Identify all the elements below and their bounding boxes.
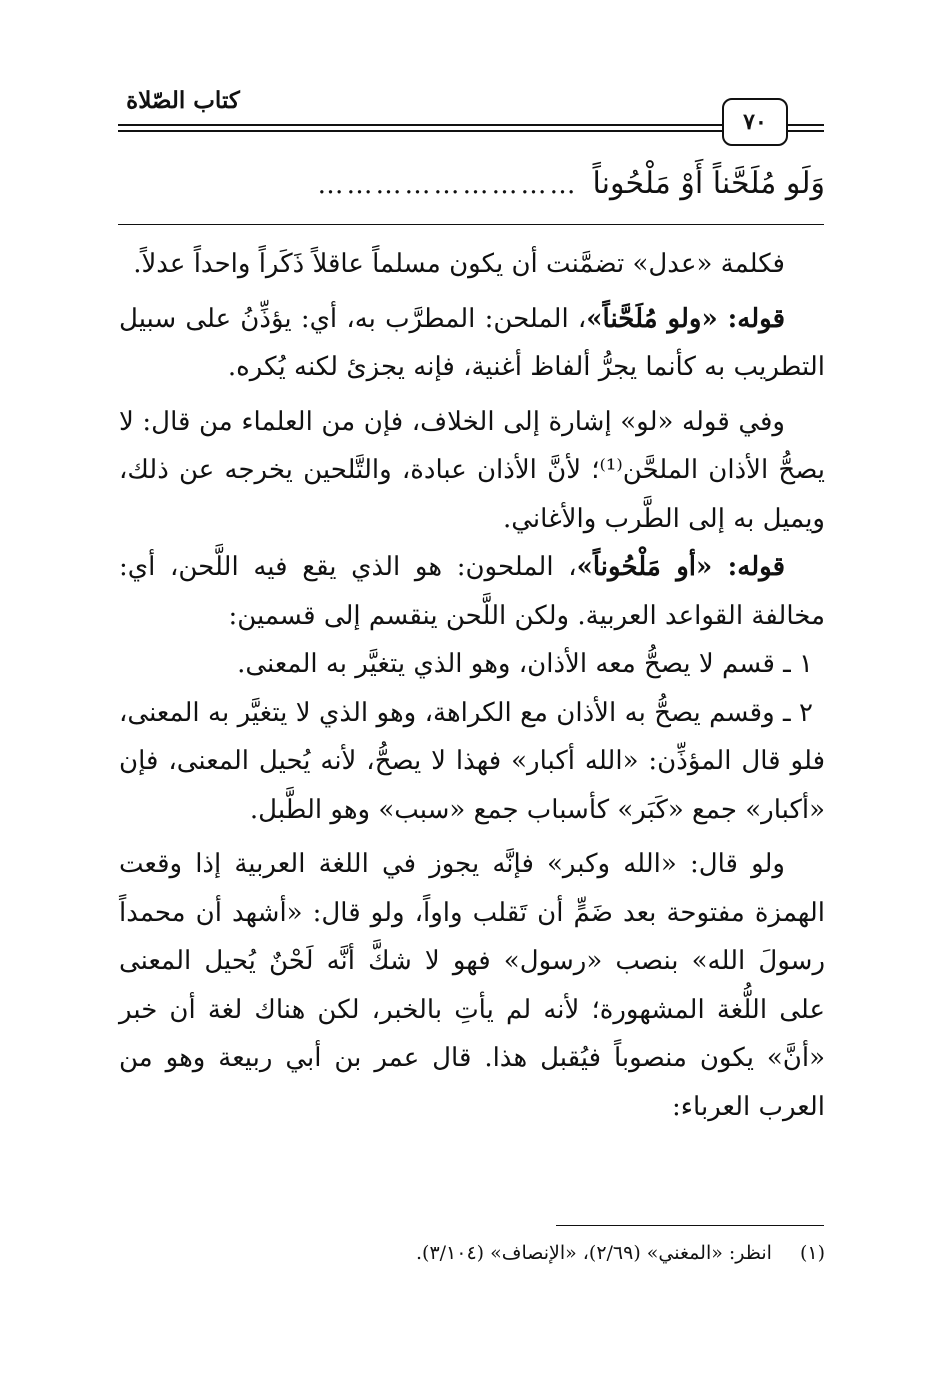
running-header-title: كتاب الصّلاة: [112, 86, 254, 116]
paragraph-3: وفي قوله «لو» إشارة إلى الخلاف، فإن من العلماء من قال: لا يصحُّ الأذان الملحَّن⁽¹⁾؛ لأنَّ الأذان عبادة، والتَّلحين يخرجه عن ذلك، ويميل به إلى الطَّرب والأغاني.: [119, 406, 825, 534]
paragraph-1: فكلمة «عدل» تضمَّنت أن يكون مسلماً عاقلاً ذَكَراً واحداً عدلاً.: [133, 249, 785, 279]
footnote-separator-rule: [556, 1225, 824, 1226]
list-item-2: ٢ ـ وقسم يصحُّ به الأذان مع الكراهة، وهو الذي لا يتغيَّر به المعنى، فلو قال المؤذِّن: «الله أكبار» فهذا لا يصحُّ، لأنه يُحيل المعنى، فإن «أكبار» جمع «كَبَر» كأسباب جمع «سبب» وهو الطَّبل.: [119, 697, 825, 825]
paragraph-2-text: ، الملحن: المطرَّب به، أي: يؤذِّنُ على سبيل التطريب به كأنما يجرُّ ألفاظ أغنية، فإنه يجزئ لكنه يُكره.: [119, 303, 825, 382]
paragraph-2: [119, 295, 825, 392]
commentary-body: [119, 240, 825, 1131]
paragraph-5: ولو قال: «الله وكبر» فإنَّه يجوز في اللغة العربية إذا وقعت الهمزة مفتوحة بعد ضَمٍّ أن تَقلب واواً، ولو قال: «أشهد أن محمداً رسولَ الله» بنصب «رسول» فهو لا شكَّ أنَّه لَحْنٌ يُحيل المعنى على اللُّغة المشهورة؛ لأنه لم يأتِ بالخبر، لكن هناك لغة أن خبر «أنَّ» يكون منصوباً فيُقبل هذا. قال عمر بن أبي ربيعة وهو من العرب العرباء:: [119, 849, 825, 1122]
matn-separator-rule: [118, 224, 824, 225]
footnote-1-number: (١): [799, 1242, 825, 1264]
footnote-1: [119, 1238, 825, 1268]
header-rule-top: [118, 124, 824, 126]
header-rule-bottom: [118, 130, 824, 132]
paragraph-4-lead: قوله: «أو مَلْحُوناً»: [576, 552, 785, 582]
matn-dots: ………………………: [317, 170, 579, 200]
matn-verse-text: وَلَو مُلَحَّناً أَوْ مَلْحُوناً: [592, 166, 825, 201]
list-item-1: ١ ـ قسم لا يصحُّ معه الأذان، وهو الذي يتغيَّر به المعنى.: [237, 649, 813, 679]
paragraph-4: [119, 543, 825, 640]
paragraph-2-lead: قوله: «ولو مُلَحَّناً»: [586, 303, 786, 334]
page-number-badge: ٧٠: [722, 98, 788, 146]
matn-verse-line: [119, 160, 825, 209]
footnote-1-text: انظر: «المغني» (٢/٦٩)، «الإنصاف» (٣/١٠٤).: [415, 1242, 772, 1264]
paragraph-4-text: ، الملحون: هو الذي يقع فيه اللَّحن، أي: مخالفة القواعد العربية. ولكن اللَّحن ينقسم إلى قسمين:: [119, 552, 825, 631]
